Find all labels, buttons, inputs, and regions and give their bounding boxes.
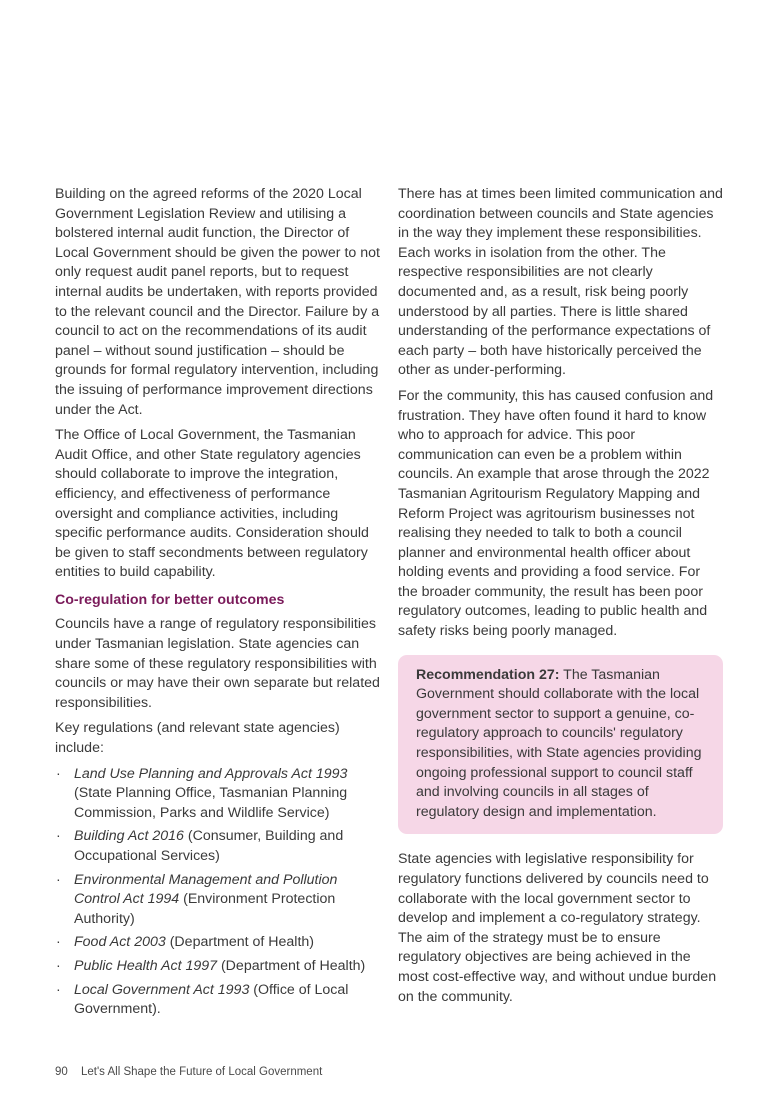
paragraph: Key regulations (and relevant state agencies) include: xyxy=(55,720,340,757)
left-column xyxy=(55,185,380,1024)
bullet-icon: · xyxy=(56,957,61,974)
paragraph: State agencies with legislative responsibility for regulatory functions delivered by councils need to collaborate with the local government sector to develop and implement a co-regulatory strategy. The aim of the strategy must be to ensure regulatory objectives are being achieved in the most cost-effective way, and without undue burden on the community. xyxy=(398,851,717,1005)
page-number: 90 xyxy=(55,1066,68,1078)
regulation-item xyxy=(55,981,380,1020)
bullet-icon: · xyxy=(56,828,61,845)
section-heading: Co-regulation for better outcomes xyxy=(55,591,285,608)
right-column xyxy=(398,185,723,1013)
regulation-item xyxy=(55,933,380,953)
agency-name: (State Planning Office, Tasmanian Planning Commission, Parks and Wildlife Service) xyxy=(74,785,348,821)
regulations-list xyxy=(55,765,380,1020)
act-title: Local Government Act 1993 xyxy=(74,981,250,998)
recommendation-text: The Tasmanian Government should collaborate with the local government sector to support a genuine, co-regulatory approach to councils' regulatory responsibilities, with State agencies providing ongoing professional support to council staff and involving councils in all stages of regulatory design and implementation. xyxy=(416,666,702,820)
recommendation-box xyxy=(398,655,723,835)
act-title: Food Act 2003 xyxy=(74,934,166,951)
paragraph: There has at times been limited communication and coordination between councils and State agencies in the way they implement these responsibilities. Each works in isolation from the other. The respective responsibilities are not clearly documented and, as a result, risk being poorly understood by all parties. There is little shared understanding of the performance expectations of each party – both have historically perceived the other as under-performing. xyxy=(398,186,723,379)
act-title: Public Health Act 1997 xyxy=(74,957,218,974)
act-title: Building Act 2016 xyxy=(74,828,184,845)
agency-name: (Environment Protection Authority) xyxy=(74,891,336,927)
paragraph: Councils have a range of regulatory responsibilities under Tasmanian legislation. State agencies can share some of these regulatory responsibilities with councils or may have their own separate but related responsibilities. xyxy=(55,616,380,711)
regulation-item xyxy=(55,957,380,977)
agency-name: (Department of Health) xyxy=(217,957,366,974)
paragraph: For the community, this has caused confusion and frustration. They have often found it hard to know who to approach for advice. This poor communication can even be a problem within councils. An example that arose through the 2022 Tasmanian Agritourism Regulatory Mapping and Reform Project was agritourism businesses not realising they needed to talk to both a council planner and environmental health officer about holding events and providing a food service. For the broader community, the result has been poor regulatory outcomes, leading to public health and safety risks being poorly managed. xyxy=(398,387,714,640)
regulation-item xyxy=(55,827,380,866)
regulation-item xyxy=(55,765,380,824)
bullet-icon: · xyxy=(56,871,61,888)
page-footer xyxy=(55,1066,322,1078)
paragraph: Building on the agreed reforms of the 2020 Local Government Legislation Review and utilising a bolstered internal audit function, the Director of Local Government should be given the power to not only request audit panel reports, but to request internal audits be undertaken, with reports provided to the relevant council and the Director. Failure by a council to act on the recommendations of its audit panel – without sound justification – should be grounds for formal regulatory intervention, including the issuing of performance improvement directions under the Act. xyxy=(55,186,380,418)
agency-name: (Department of Health) xyxy=(165,934,315,951)
recommendation-label: Recommendation 27: xyxy=(416,666,560,683)
bullet-icon: · xyxy=(56,765,61,782)
paragraph: The Office of Local Government, the Tasmanian Audit Office, and other State regulatory agencies should collaborate to improve the integration, efficiency, and effectiveness of performance oversight and compliance activities, including specific performance audits. Consideration should be given to staff secondments between regulatory entities to build capability. xyxy=(55,427,369,581)
bullet-icon: · xyxy=(56,934,61,951)
act-title: Environmental Management and Pollution Control Act 1994 xyxy=(74,871,338,908)
agency-name: (Consumer, Building and Occupational Services) xyxy=(74,828,344,864)
act-title: Land Use Planning and Approvals Act 1993 xyxy=(74,765,348,782)
agency-name: (Office of Local Government). xyxy=(74,981,349,1018)
document-title: Let's All Shape the Future of Local Government xyxy=(81,1066,323,1078)
regulation-item xyxy=(55,871,380,930)
bullet-icon: · xyxy=(56,981,61,998)
